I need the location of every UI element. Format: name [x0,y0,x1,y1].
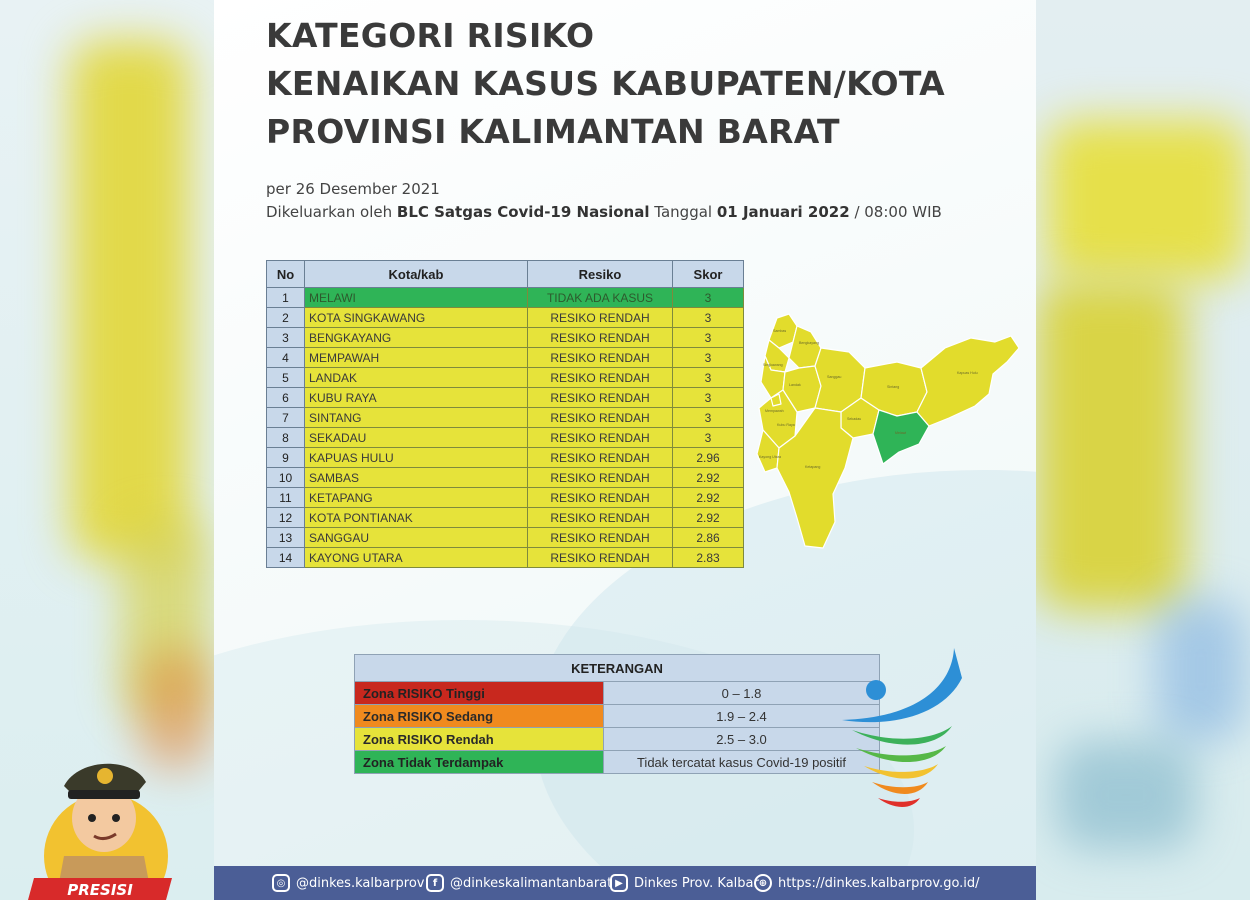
legend-row [355,705,880,728]
cell-score: 2.92 [673,488,744,508]
map-region-melawi [873,410,929,464]
legend-range: 0 – 1.8 [604,682,880,705]
svg-text:Mempawah: Mempawah [765,409,784,413]
health-logo [834,648,974,813]
table-row [267,488,744,508]
date-prefix: Tanggal [654,203,713,221]
svg-text:Sintang: Sintang [887,385,900,389]
issued-by [266,201,942,224]
facebook-handle: @dinkeskalimantanbarat [450,875,613,891]
legend-zone: Zona RISIKO Rendah [355,728,604,751]
cell-no: 11 [267,488,305,508]
cell-no: 3 [267,328,305,348]
legend-row [355,728,880,751]
svg-text:Sambas: Sambas [773,329,787,333]
cell-no: 9 [267,448,305,468]
map-region-kapuashulu [917,336,1019,426]
issue-date: 01 Januari 2022 [716,203,850,221]
cell-no: 12 [267,508,305,528]
cell-score: 3 [673,348,744,368]
cell-no: 6 [267,388,305,408]
svg-text:Ketapang: Ketapang [805,465,821,469]
table-row [267,288,744,308]
cell-risk: RESIKO RENDAH [528,408,673,428]
cell-name: LANDAK [305,368,528,388]
cell-risk: RESIKO RENDAH [528,428,673,448]
cell-no: 1 [267,288,305,308]
globe-icon: ⊕ [754,874,772,892]
footer-bar [214,866,1036,900]
cell-score: 2.92 [673,468,744,488]
poster [214,0,1036,900]
cell-risk: RESIKO RENDAH [528,528,673,548]
cell-name: KOTA PONTIANAK [305,508,528,528]
cell-score: 2.92 [673,508,744,528]
cell-no: 10 [267,468,305,488]
cell-no: 2 [267,308,305,328]
legend-zone: Zona Tidak Terdampak [355,751,604,774]
cell-risk: RESIKO RENDAH [528,548,673,568]
svg-text:Kubu Raya: Kubu Raya [777,423,795,427]
table-row [267,548,744,568]
cell-risk: RESIKO RENDAH [528,468,673,488]
cell-name: MELAWI [305,288,528,308]
cell-no: 8 [267,428,305,448]
legend-table [354,654,880,774]
cell-risk: RESIKO RENDAH [528,488,673,508]
table-row [267,328,744,348]
mascot-label: PRESISI [67,881,133,899]
youtube-icon: ▶ [610,874,628,892]
cell-score: 3 [673,328,744,348]
col-name: Kota/kab [305,261,528,288]
svg-text:Kayong Utara: Kayong Utara [759,455,781,459]
legend-title: KETERANGAN [355,655,880,682]
legend-range: Tidak tercatat kasus Covid-19 positif [604,751,880,774]
table-row [267,528,744,548]
svg-text:Bengkayang: Bengkayang [799,341,819,345]
cell-score: 3 [673,308,744,328]
svg-text:Sanggau: Sanggau [827,375,842,379]
cell-name: SANGGAU [305,528,528,548]
svg-text:Sekadau: Sekadau [847,417,862,421]
cell-name: SEKADAU [305,428,528,448]
instagram-icon: ◎ [272,874,290,892]
title-line-2: KENAIKAN KASUS KABUPATEN/KOTA [266,64,945,103]
instagram-handle: @dinkes.kalbarprov [296,875,425,891]
cell-no: 13 [267,528,305,548]
cell-risk: RESIKO RENDAH [528,368,673,388]
title-line-3: PROVINSI KALIMANTAN BARAT [266,112,840,151]
table-row [267,448,744,468]
cell-name: KAPUAS HULU [305,448,528,468]
cell-score: 3 [673,288,744,308]
footer-facebook[interactable] [426,874,612,892]
cell-name: KUBU RAYA [305,388,528,408]
province-map [749,308,1024,558]
table-row [267,348,744,368]
cell-name: SINTANG [305,408,528,428]
risk-table-header [267,261,744,288]
report-period [266,178,942,201]
legend-range: 2.5 – 3.0 [604,728,880,751]
risk-table [266,260,744,568]
col-risk: Resiko [528,261,673,288]
cell-no: 4 [267,348,305,368]
per-date: 26 Desember 2021 [295,180,440,198]
cell-name: KETAPANG [305,488,528,508]
issued-prefix: Dikeluarkan oleh [266,203,393,221]
footer-instagram[interactable] [272,874,424,892]
cell-risk: RESIKO RENDAH [528,328,673,348]
cell-name: MEMPAWAH [305,348,528,368]
col-score: Skor [673,261,744,288]
mascot-logo [28,738,178,900]
cell-name: KAYONG UTARA [305,548,528,568]
cell-no: 7 [267,408,305,428]
footer-youtube[interactable] [610,874,759,892]
cell-score: 3 [673,428,744,448]
cell-score: 3 [673,388,744,408]
youtube-channel: Dinkes Prov. Kalbar [634,875,759,891]
col-no: No [267,261,305,288]
table-row [267,468,744,488]
right-backdrop [1036,0,1250,900]
page-title [266,12,945,156]
report-meta [266,178,942,224]
legend-row [355,682,880,705]
cell-score: 2.96 [673,448,744,468]
table-row [267,368,744,388]
cell-risk: RESIKO RENDAH [528,348,673,368]
issue-time: / 08:00 WIB [854,203,942,221]
cell-risk: RESIKO RENDAH [528,388,673,408]
svg-text:Melawi: Melawi [895,431,907,435]
table-row [267,508,744,528]
footer-website[interactable] [754,874,980,892]
svg-text:Landak: Landak [789,383,801,387]
legend-row [355,751,880,774]
issuer: BLC Satgas Covid-19 Nasional [396,203,650,221]
cell-no: 14 [267,548,305,568]
cell-score: 3 [673,408,744,428]
cell-no: 5 [267,368,305,388]
cell-name: SAMBAS [305,468,528,488]
website-url: https://dinkes.kalbarprov.go.id/ [778,875,980,891]
cell-name: BENGKAYANG [305,328,528,348]
table-row [267,428,744,448]
facebook-icon: f [426,874,444,892]
svg-text:Singkawang: Singkawang [763,363,783,367]
table-row [267,308,744,328]
table-row [267,388,744,408]
cell-risk: RESIKO RENDAH [528,508,673,528]
cell-score: 3 [673,368,744,388]
per-prefix: per [266,180,291,198]
legend-range: 1.9 – 2.4 [604,705,880,728]
cell-risk: TIDAK ADA KASUS [528,288,673,308]
title-line-1: KATEGORI RISIKO [266,16,595,55]
legend-zone: Zona RISIKO Tinggi [355,682,604,705]
table-row [267,408,744,428]
legend-zone: Zona RISIKO Sedang [355,705,604,728]
cell-risk: RESIKO RENDAH [528,448,673,468]
cell-risk: RESIKO RENDAH [528,308,673,328]
cell-score: 2.86 [673,528,744,548]
cell-score: 2.83 [673,548,744,568]
svg-text:Kapuas Hulu: Kapuas Hulu [957,371,978,375]
cell-name: KOTA SINGKAWANG [305,308,528,328]
